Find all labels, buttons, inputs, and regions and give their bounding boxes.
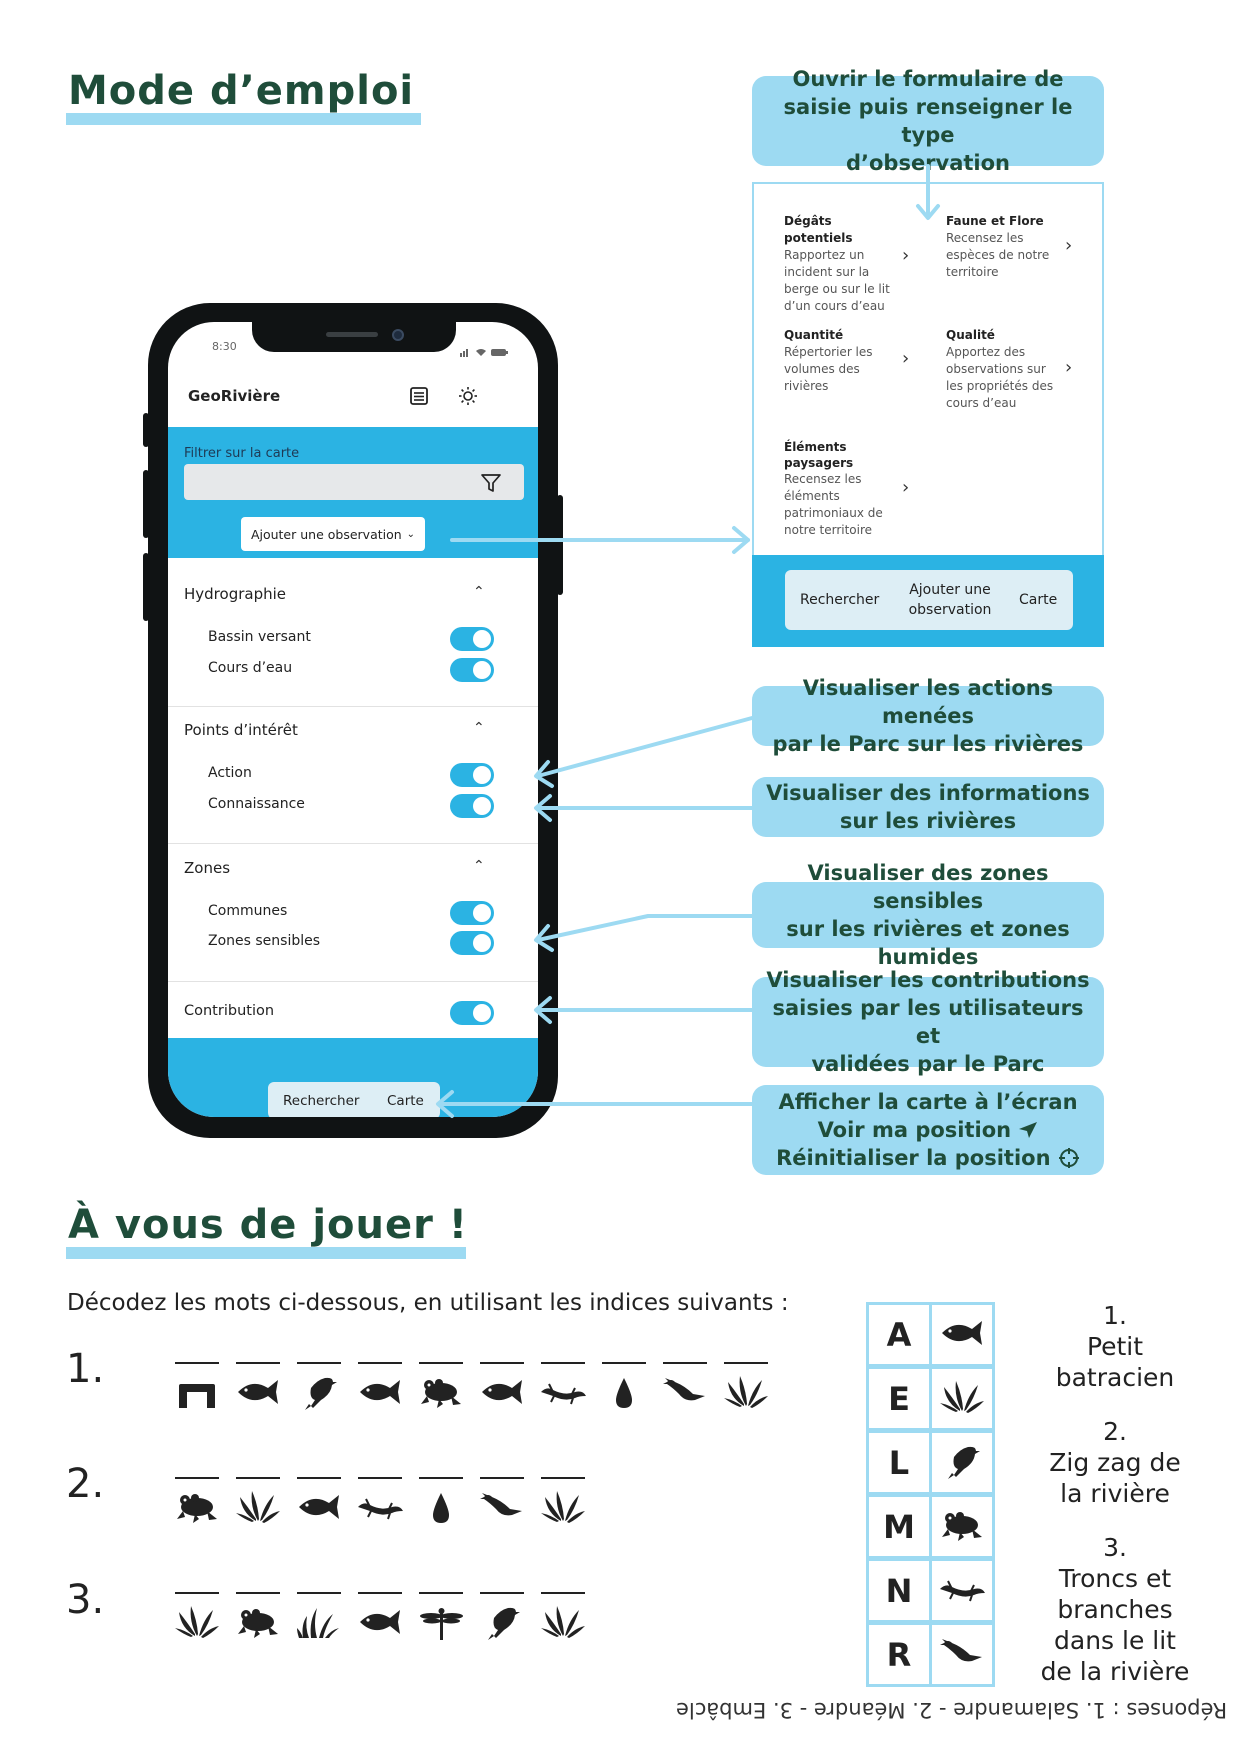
form-search-tab[interactable]: Rechercher (800, 592, 880, 608)
form-item-desc: incident sur la (784, 265, 870, 279)
form-item-desc: d’un cours d’eau (784, 299, 885, 313)
game-instruction: Décodez les mots ci-dessous, en utilisant les indices suivants : (67, 1290, 789, 1316)
clue-line: 1. (1103, 1301, 1127, 1330)
fish-icon (356, 1604, 404, 1640)
form-item-desc: Recensez les (784, 472, 862, 486)
form-item-desc: patrimoniaux de (784, 506, 883, 520)
form-item-desc: éléments (784, 489, 840, 503)
letter-slot[interactable] (480, 1477, 524, 1479)
bird-flying-icon (478, 1489, 526, 1525)
status-time: 8:30 (212, 340, 237, 353)
callout-carte-line2: Voir ma position (817, 1118, 1012, 1142)
callout-actions-line1: Visualiser les actions menées (802, 676, 1054, 728)
legend-icon-cell (929, 1302, 995, 1367)
filter-label: Filtrer sur la carte (184, 446, 300, 461)
legend-letter: L (888, 1443, 910, 1482)
bird-icon (295, 1374, 343, 1410)
clue-line: Petit (1086, 1332, 1144, 1361)
grass-icon (295, 1604, 343, 1640)
form-item-desc: volumes des (784, 362, 860, 376)
form-item-desc: observations sur (946, 362, 1046, 376)
clue-3 (1030, 1532, 1200, 1687)
chevron-right-icon[interactable]: › (902, 245, 910, 266)
letter-slot[interactable] (541, 1362, 585, 1364)
clue-line: Zig zag de (1049, 1448, 1181, 1477)
layer-connaissance: Connaissance (208, 796, 305, 812)
section-title-mode-emploi: Mode d’emploi (68, 68, 415, 114)
callout-carte-line1: Afficher la carte à l’écran (778, 1090, 1078, 1114)
legend-letter-cell (866, 1494, 932, 1559)
form-add-line: observation (908, 602, 992, 618)
callout-zones-line2: sur les rivières et zones humides (786, 917, 1070, 969)
chevron-up-icon[interactable]: ⌃ (473, 858, 485, 874)
form-item-desc: Rapportez un (784, 248, 865, 262)
letter-slot[interactable] (297, 1592, 341, 1594)
clue-line: dans le lit (1054, 1626, 1176, 1655)
letter-slot[interactable] (480, 1592, 524, 1594)
clue-line: Troncs et (1058, 1564, 1172, 1593)
legend-letter-cell (866, 1558, 932, 1623)
layer-zones-sensibles: Zones sensibles (208, 933, 321, 949)
letter-slot[interactable] (297, 1362, 341, 1364)
letter-slot[interactable] (663, 1362, 707, 1364)
form-item-desc: les propriétés des (946, 379, 1054, 393)
layer-bassin-versant: Bassin versant (208, 629, 311, 645)
layer-cours-eau: Cours d’eau (208, 660, 293, 676)
form-item-desc: Répertorier les (784, 345, 873, 359)
chevron-down-icon: ⌄ (406, 528, 416, 540)
legend-letter-cell (866, 1366, 932, 1431)
layer-communes: Communes (208, 903, 288, 919)
callout-form-line2: saisie puis renseigner le type (783, 95, 1073, 147)
callout-infos-line2: sur les rivières (839, 809, 1017, 833)
title-underline (66, 1247, 466, 1259)
frog-icon (417, 1374, 465, 1410)
clue-line: batracien (1055, 1363, 1175, 1392)
group-contribution: Contribution (184, 1003, 275, 1019)
letter-slot[interactable] (358, 1592, 402, 1594)
legend-letter: E (888, 1379, 910, 1418)
letter-slot[interactable] (175, 1362, 219, 1364)
map-tab[interactable]: Carte (387, 1093, 424, 1109)
fish-icon (478, 1374, 526, 1410)
salamander-icon (938, 1571, 986, 1611)
form-map-tab[interactable]: Carte (1019, 592, 1058, 608)
legend-letter: N (885, 1571, 913, 1610)
plant-icon (938, 1379, 986, 1419)
clue-line: 3. (1103, 1533, 1127, 1562)
bird-flying-icon (661, 1374, 709, 1410)
letter-slot[interactable] (175, 1477, 219, 1479)
chevron-right-icon[interactable]: › (902, 348, 910, 369)
fish-icon (234, 1374, 282, 1410)
app-name: GeoRivière (188, 387, 281, 405)
plant-icon (539, 1489, 587, 1525)
legend-icon-cell (929, 1430, 995, 1495)
word-number-3: 3. (66, 1577, 105, 1623)
chevron-right-icon[interactable]: › (1065, 235, 1073, 256)
add-observation-label: Ajouter une observation (250, 526, 402, 542)
letter-slot[interactable] (602, 1362, 646, 1364)
dragonfly-icon (417, 1604, 465, 1640)
letter-slot[interactable] (358, 1477, 402, 1479)
bird-flying-icon (938, 1635, 986, 1675)
legend-icon-cell (929, 1494, 995, 1559)
fish-icon (356, 1374, 404, 1410)
callout-contrib-line1: Visualiser les contributions (766, 968, 1090, 992)
form-item-title: Éléments (784, 440, 847, 454)
legend-letter: M (883, 1507, 915, 1546)
letter-slot[interactable] (236, 1592, 280, 1594)
salamander-icon (539, 1374, 587, 1410)
form-item-title: Dégâts potentiels (784, 214, 853, 245)
form-item-desc: notre territoire (784, 523, 873, 537)
clue-line: branches (1057, 1595, 1173, 1624)
chevron-up-icon[interactable]: ⌃ (473, 720, 485, 736)
clue-2 (1030, 1416, 1200, 1509)
legend-icon-cell (929, 1366, 995, 1431)
legend-letter: A (886, 1315, 912, 1354)
table-icon (173, 1374, 221, 1410)
group-points-interet[interactable]: Points d’intérêt (184, 721, 298, 739)
letter-slot[interactable] (297, 1477, 341, 1479)
chevron-up-icon[interactable]: ⌃ (473, 584, 485, 600)
answers-upside-down: Réponses : 1. Salamandre - 2. Méandre - 3. Embâcle (676, 1698, 1228, 1722)
callout-contrib-line2: saisies par les utilisateurs et (772, 996, 1084, 1048)
form-item-desc: rivières (784, 379, 829, 393)
clue-line: 2. (1103, 1417, 1127, 1446)
clue-1 (1030, 1300, 1200, 1393)
chevron-right-icon[interactable]: › (1065, 357, 1073, 378)
legend-icon-cell (929, 1622, 995, 1687)
letter-slot[interactable] (541, 1592, 585, 1594)
form-item-desc: Apportez des (946, 345, 1026, 359)
letter-slot[interactable] (175, 1592, 219, 1594)
search-tab[interactable]: Rechercher (283, 1093, 360, 1109)
group-zones[interactable]: Zones (184, 859, 231, 877)
callout-contrib-line3: validées par le Parc (811, 1052, 1045, 1076)
bird-icon (938, 1443, 986, 1483)
letter-slot[interactable] (236, 1362, 280, 1364)
frog-icon (173, 1489, 221, 1525)
letter-slot[interactable] (419, 1362, 463, 1364)
callout-form-line1: Ouvrir le formulaire de (792, 67, 1064, 91)
bird-icon (478, 1604, 526, 1640)
frog-icon (234, 1604, 282, 1640)
form-item-title: Quantité (784, 328, 844, 342)
fish-icon (295, 1489, 343, 1525)
fish-icon (938, 1315, 986, 1355)
letter-slot[interactable] (724, 1362, 768, 1364)
clue-line: de la rivière (1040, 1657, 1190, 1686)
form-item-title: Faune et Flore (946, 214, 1044, 228)
clue-line: la rivière (1060, 1479, 1170, 1508)
word-number-2: 2. (66, 1461, 105, 1507)
legend-letter: R (886, 1635, 912, 1674)
callout-zones-line1: Visualiser des zones sensibles (807, 861, 1049, 913)
letter-slot[interactable] (419, 1477, 463, 1479)
frog-icon (938, 1507, 986, 1547)
callout-actions-line2: par le Parc sur les rivières (772, 732, 1084, 756)
callout-carte-line3: Réinitialiser la position (776, 1146, 1051, 1170)
legend-letter-cell (866, 1430, 932, 1495)
salamander-icon (356, 1489, 404, 1525)
legend-icon-cell (929, 1558, 995, 1623)
group-hydrographie[interactable]: Hydrographie (184, 585, 286, 603)
form-item-desc: Recensez les (946, 231, 1024, 245)
drop-icon (417, 1489, 465, 1525)
legend-letter-cell (866, 1302, 932, 1367)
form-item-title: paysagers (784, 456, 854, 470)
plant-icon (234, 1489, 282, 1525)
form-add-line: Ajouter une (909, 582, 991, 598)
callout-infos-line1: Visualiser des informations (766, 781, 1090, 805)
letter-slot[interactable] (480, 1362, 524, 1364)
section-title-jouer: À vous de jouer ! (68, 1202, 469, 1248)
chevron-right-icon[interactable]: › (902, 477, 910, 498)
letter-slot[interactable] (541, 1477, 585, 1479)
form-item-title: Qualité (946, 328, 995, 342)
form-item-desc: cours d’eau (946, 396, 1017, 410)
letter-slot[interactable] (419, 1592, 463, 1594)
plant-icon (722, 1374, 770, 1410)
drop-icon (600, 1374, 648, 1410)
callout-form-line3: d’observation (845, 151, 1011, 175)
form-item-desc: espèces de notre (946, 248, 1050, 262)
layer-action: Action (208, 765, 252, 781)
word-number-1: 1. (66, 1346, 105, 1392)
plant-icon (539, 1604, 587, 1640)
letter-slot[interactable] (236, 1477, 280, 1479)
legend-letter-cell (866, 1622, 932, 1687)
form-item-desc: territoire (946, 265, 999, 279)
plant-icon (173, 1604, 221, 1640)
form-item-desc: berge ou sur le lit (784, 282, 890, 296)
letter-slot[interactable] (358, 1362, 402, 1364)
